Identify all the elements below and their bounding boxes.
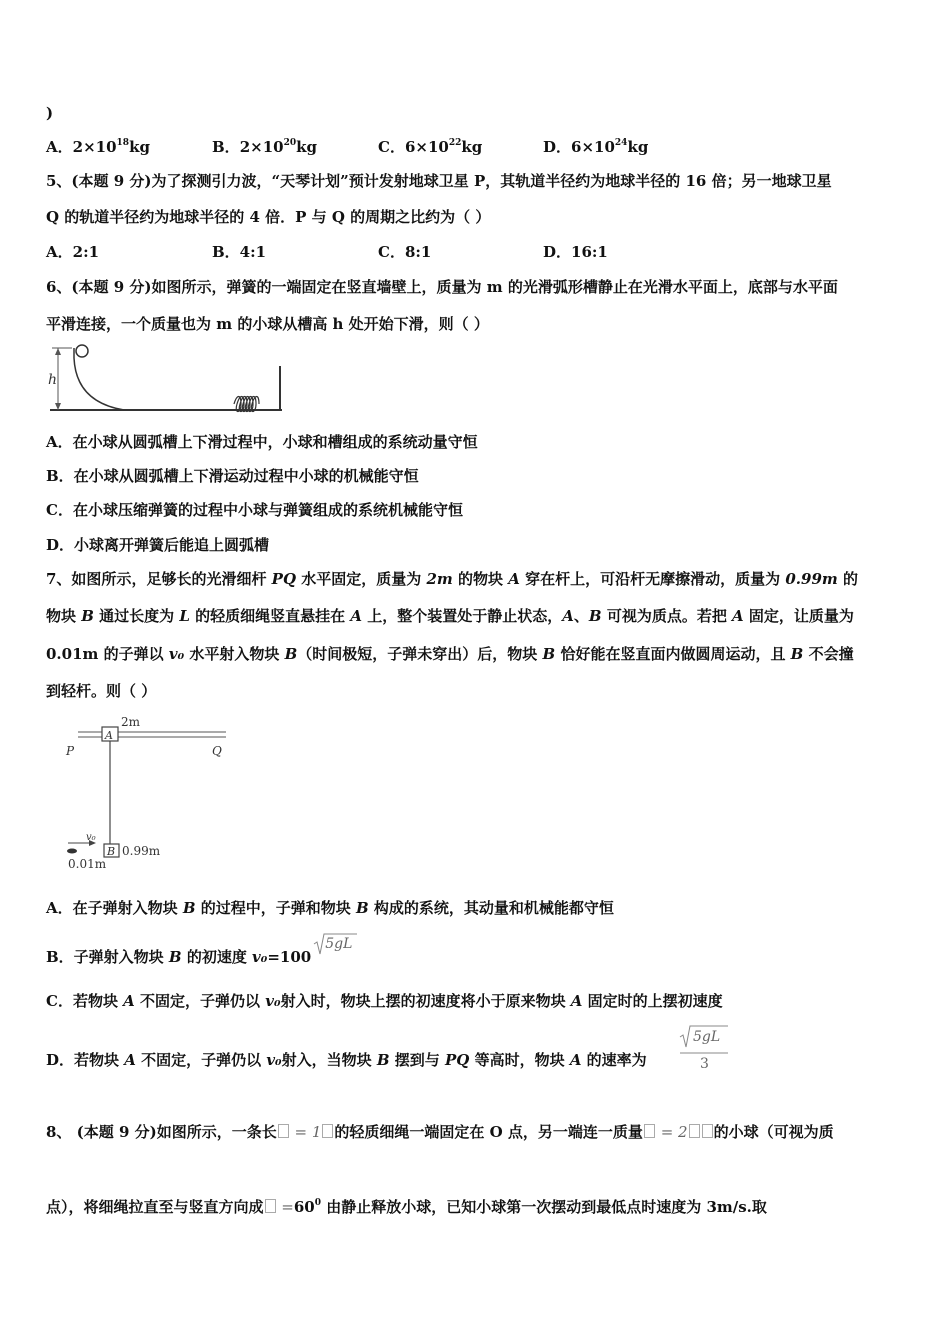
continuation-paren: ): [46, 104, 54, 122]
q5-option-a[interactable]: A．2:1: [46, 243, 100, 261]
q5-stem-line1: 5、(本题 9 分)为了探测引力波，“天琴计划”预计发射地球卫星 P，其轨道半径约为地球半径的 16 倍；另一地球卫星: [46, 172, 832, 190]
math-placeholder-icon: [265, 1199, 276, 1213]
label-p: P: [66, 744, 75, 758]
bullet: [67, 849, 77, 854]
q6-stem-line1: 6、(本题 9 分)如图所示，弹簧的一端固定在竖直墙壁上，质量为 m 的光滑弧形槽静止在光滑水平面上，底部与水平面: [46, 278, 838, 296]
mass-a-label: 2m: [121, 715, 141, 729]
fraction-numerator: 5gL: [693, 1029, 721, 1045]
small-ball: [76, 345, 88, 357]
q5-option-b[interactable]: B．4:1: [212, 243, 267, 261]
q5-option-d[interactable]: D．16:1: [543, 243, 608, 261]
q6-option-a[interactable]: A．在小球从圆弧槽上下滑过程中，小球和槽组成的系统动量守恒: [46, 433, 478, 451]
block-a-label: A: [105, 729, 113, 742]
q7-stem-line2: 物块 B 通过长度为 L 的轻质细绳竖直悬挂在 A 上，整个装置处于静止状态，A、B 可视为质点。若把 A 固定，让质量为: [46, 607, 854, 625]
math-placeholder-icon: [278, 1124, 289, 1138]
q6-stem-line2: 平滑连接，一个质量也为 m 的小球从槽高 h 处开始下滑，则（ ）: [46, 315, 489, 333]
bullet-mass-label: 0.01m: [68, 857, 107, 871]
q7-figure: [62, 712, 232, 872]
velocity-label: v₀: [86, 832, 96, 843]
q5-options: [46, 242, 746, 262]
q7-stem-line3: 0.01m 的子弹以 v₀ 水平射入物块 B（时间极短，子弹未穿出）后，物块 B 恰好能在竖直面内做圆周运动，且 B 不会撞: [46, 645, 854, 663]
q4-option-a[interactable]: A．$2\times 10^{18}kg$: [46, 138, 150, 156]
q6-option-b[interactable]: B．在小球从圆弧槽上下滑运动过程中小球的机械能守恒: [46, 467, 419, 485]
q6-option-c[interactable]: C．在小球压缩弹簧的过程中小球与弹簧组成的系统机械能守恒: [46, 501, 463, 519]
block-b-label: B: [107, 845, 116, 858]
q7-stem-line1: 7、如图所示，足够长的光滑细杆 PQ 水平固定，质量为 2m 的物块 A 穿在杆上，可沿杆无摩擦滑动，质量为 0.99m 的: [46, 570, 858, 588]
height-arrow-bottom-head: [55, 403, 61, 410]
q5-option-c[interactable]: C．8:1: [378, 243, 432, 261]
height-label: h: [48, 372, 58, 388]
math-placeholder-icon: [644, 1124, 655, 1138]
q5-stem-line2: Q 的轨道半径约为地球半径的 4 倍．P 与 Q 的周期之比约为（ ）: [46, 208, 491, 226]
mass-b-label: 0.99m: [122, 844, 161, 858]
q4-options: [46, 137, 746, 157]
label-q: Q: [212, 744, 222, 758]
q7-option-d[interactable]: D．若物块 A 不固定，子弹仍以 v₀射入，当物块 B 摆到与 PQ 等高时，物块 A 的速率为: [46, 1051, 647, 1069]
q7-stem-line4: 到轻杆。则（ ）: [46, 682, 157, 700]
fraction-sqrt5gl-over-3: [678, 1023, 730, 1075]
q6-figure: [44, 344, 286, 414]
q7-option-c[interactable]: C．若物块 A 不固定，子弹仍以 v₀射入时，物块上摆的初速度将小于原来物块 A 固定时的上摆初速度: [46, 992, 723, 1010]
q7-option-b[interactable]: B．子弹射入物块 B 的初速度 v₀=100 5gL: [46, 944, 355, 967]
math-placeholder-icon: [322, 1124, 333, 1138]
q8-stem-line1: 8、 (本题 9 分)如图所示，一条长 = 1 的轻质细绳一端固定在 O 点，另一端连一质量 = 2 的小球（可视为质: [46, 1123, 834, 1141]
q4-option-c[interactable]: C．$6\times 10^{22}kg$: [378, 138, 483, 156]
q6-option-d[interactable]: D．小球离开弹簧后能追上圆弧槽: [46, 536, 270, 554]
math-placeholder-icon: [689, 1124, 700, 1138]
math-placeholder-icon: [702, 1124, 713, 1138]
sqrt-5gl: 5gL: [311, 944, 355, 964]
q8-stem-line2: 点），将细绳拉直至与竖直方向成 $=60^0$ 由静止释放小球，已知小球第一次摆动到最低点时速度为 3m/s.取: [46, 1198, 767, 1216]
q4-option-b[interactable]: B．$2\times 10^{20}kg$: [212, 138, 317, 156]
q4-option-d[interactable]: D．$6\times 10^{24}kg$: [543, 138, 649, 156]
height-arrow-top-head: [55, 348, 61, 355]
fraction-denominator: 3: [700, 1056, 709, 1072]
q7-option-a[interactable]: A．在子弹射入物块 B 的过程中，子弹和物块 B 构成的系统，其动量和机械能都守恒: [46, 899, 614, 917]
